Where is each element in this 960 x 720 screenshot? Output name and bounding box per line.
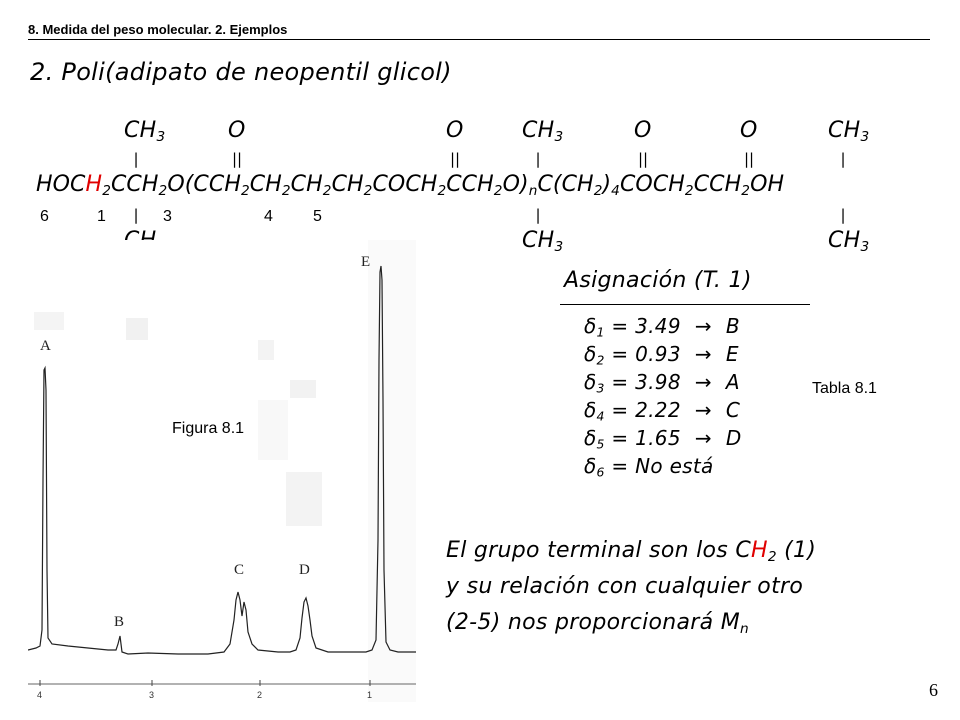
assignment-row: $\delta_2 = 0.93 \to E$	[584, 342, 739, 368]
carbonyl-o-1: O	[228, 118, 246, 143]
position-label: 3	[163, 208, 172, 225]
peak-label-b: B	[114, 614, 125, 630]
header-divider	[28, 39, 930, 40]
slide-title: 2. Poli(adipato de neopentil glicol)	[30, 58, 452, 86]
methyl-bottom-3: $CH_3$	[828, 228, 870, 255]
note-line-1: El grupo terminal son los $CH_2$ (1)	[446, 538, 817, 565]
axis-label: 2	[257, 690, 263, 700]
main-chain-formula: $HOCH_2CCH_2O(CCH_2CH_2CH_2CH_2COCH_2CCH_2O)_nC(CH_2)_4COCH_2CCH_2OH$	[36, 172, 785, 199]
page-number: 6	[929, 680, 938, 700]
axis-label: 4	[37, 690, 43, 700]
table-caption: Tabla 8.1	[812, 380, 877, 397]
assignment-title: Asignación (T. 1)	[564, 268, 752, 293]
carbonyl-o-3: O	[634, 118, 652, 143]
single-bond: |	[133, 206, 139, 224]
methyl-top-2: $CH_3$	[522, 118, 564, 145]
single-bond: |	[535, 150, 541, 168]
position-label: 1	[97, 208, 106, 225]
carbonyl-o-4: O	[740, 118, 758, 143]
peak-label-d: D	[299, 562, 310, 578]
single-bond: |	[840, 206, 846, 224]
carbonyl-o-2: O	[446, 118, 464, 143]
peak-label-e: E	[361, 254, 371, 270]
peak-label-a: A	[40, 338, 51, 354]
methyl-top-3: $CH_3$	[828, 118, 870, 145]
double-bond: ||	[231, 150, 243, 168]
section-header: 8. Medida del peso molecular. 2. Ejemplos	[28, 22, 288, 37]
peak-label-c: C	[234, 562, 245, 578]
axis-label: 3	[149, 690, 155, 700]
methyl-top-1: $CH_3$	[124, 118, 166, 145]
double-bond: ||	[449, 150, 461, 168]
arrow-icon: →	[694, 342, 712, 366]
nmr-spectrum-figure	[28, 240, 416, 702]
assignment-row: $\delta_6 = No$ está	[584, 454, 714, 480]
arrow-icon: →	[694, 426, 712, 450]
single-bond: |	[840, 150, 846, 168]
double-bond: ||	[743, 150, 755, 168]
note-line-3: (2-5) nos proporcionará $M_n$	[446, 610, 749, 637]
methyl-bottom-2: $CH_3$	[522, 228, 564, 255]
highlighted-hydrogen: H	[85, 172, 103, 197]
single-bond: |	[535, 206, 541, 224]
figure-caption: Figura 8.1	[172, 420, 245, 437]
assignment-row: $\delta_5 = 1.65 \to D$	[584, 426, 742, 452]
double-bond: ||	[637, 150, 649, 168]
assignment-row: $\delta_4 = 2.22 \to C$	[584, 398, 741, 424]
assignment-row: $\delta_1 = 3.49 \to B$	[584, 314, 740, 340]
arrow-icon: →	[694, 370, 712, 394]
assignment-row: $\delta_3 = 3.98 \to A$	[584, 370, 740, 396]
assignment-underline	[560, 304, 810, 305]
position-label: 5	[313, 208, 322, 225]
note-line-2: y su relación con cualquier otro	[446, 574, 804, 599]
arrow-icon: →	[694, 314, 712, 338]
arrow-icon: →	[694, 398, 712, 422]
position-label: 4	[264, 208, 273, 225]
single-bond: |	[133, 150, 139, 168]
position-label: 6	[40, 208, 49, 225]
axis-label: 1	[367, 690, 373, 700]
